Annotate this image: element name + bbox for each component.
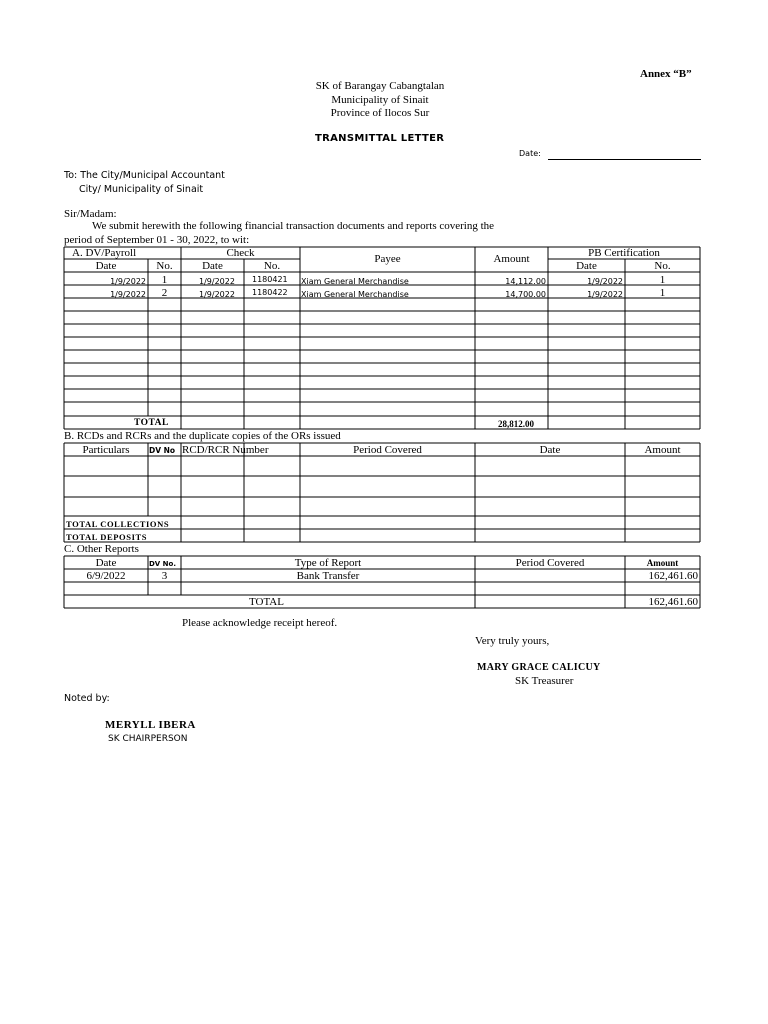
row1-amount: 14,112.00 [505, 277, 546, 286]
section-b-amount-header: Amount [644, 444, 681, 456]
row1-no: 1 [161, 274, 168, 286]
row2-no: 2 [161, 287, 168, 299]
section-b-dv-no-header: DV No [149, 446, 176, 455]
addressee-line-2: City/ Municipality of Sinait [79, 184, 204, 195]
letterhead-line-3: Province of Ilocos Sur [330, 107, 430, 119]
acknowledge-text: Please acknowledge receipt hereof. [182, 617, 338, 629]
intro-line-1: We submit herewith the following financial transaction documents and reports covering the [92, 220, 495, 232]
section-b-date-header: Date [539, 444, 561, 456]
section-a-total-label: TOTAL [134, 418, 169, 428]
particulars-header: Particulars [82, 444, 130, 456]
treasurer-name: MARY GRACE CALICUY [477, 662, 601, 673]
chairperson-title: SK CHAIRPERSON [108, 734, 188, 744]
pb-date-header: Date [576, 260, 597, 272]
row1-check-no: 1180421 [252, 275, 288, 284]
dv-date-header: Date [95, 260, 117, 272]
report-row-date: 6/9/2022 [86, 570, 126, 582]
row1-payee: Xiam General Merchandise [301, 277, 409, 286]
section-c-title: C. Other Reports [64, 543, 139, 555]
row1-date: 1/9/2022 [110, 277, 146, 286]
salutation: Sir/Madam: [64, 208, 117, 220]
section-a-total-amount: 28,812.00 [498, 419, 534, 429]
dv-no-header: No. [156, 260, 173, 272]
report-row-dv-no: 3 [161, 570, 168, 582]
section-c-amount-header: Amount [646, 558, 679, 568]
row2-check-date: 1/9/2022 [199, 290, 235, 299]
type-of-report-header: Type of Report [294, 557, 362, 569]
row2-pb-no: 1 [659, 287, 666, 299]
rcd-rcr-number-header: RCD/RCR Number [182, 444, 269, 456]
addressee-line-1: To: The City/Municipal Accountant [64, 170, 225, 181]
section-c-dv-no-header: DV No. [149, 560, 176, 568]
row1-check-date: 1/9/2022 [199, 277, 235, 286]
check-header: Check [226, 247, 255, 259]
report-row-amount: 162,461.60 [648, 570, 698, 582]
section-a-title: A. DV/Payroll [72, 247, 137, 259]
payee-header: Payee [374, 253, 401, 265]
pb-no-header: No. [654, 260, 671, 272]
section-c-date-header: Date [95, 557, 117, 569]
section-c-total-label: TOTAL [249, 596, 284, 608]
pb-certification-header: PB Certification [588, 247, 660, 259]
row2-pb-date: 1/9/2022 [587, 290, 623, 299]
row2-amount: 14,700.00 [505, 290, 546, 299]
row1-pb-no: 1 [659, 274, 666, 286]
row2-payee: Xiam General Merchandise [301, 290, 409, 299]
chairperson-name: MERYLL IBERA [105, 719, 196, 731]
row2-date: 1/9/2022 [110, 290, 146, 299]
total-deposits-label: TOTAL DEPOSITS [66, 532, 148, 542]
check-no-header: No. [263, 260, 281, 272]
date-field-line [548, 159, 701, 160]
amount-header: Amount [493, 253, 530, 265]
row2-check-no: 1180422 [252, 288, 288, 297]
valediction: Very truly yours, [475, 635, 550, 647]
document-title: TRANSMITTAL LETTER [315, 133, 445, 144]
section-b-period-header: Period Covered [353, 444, 422, 456]
letterhead-line-2: Municipality of Sinait [331, 93, 429, 106]
treasurer-title: SK Treasurer [515, 675, 574, 687]
section-b-title: B. RCDs and RCRs and the duplicate copies of the ORs issued [64, 430, 341, 442]
section-c-total-amount: 162,461.60 [648, 596, 698, 608]
section-c-period-header: Period Covered [515, 557, 585, 569]
row1-pb-date: 1/9/2022 [587, 277, 623, 286]
intro-line-2: period of September 01 - 30, 2022, to wit: [64, 234, 250, 246]
total-collections-label: TOTAL COLLECTIONS [66, 519, 170, 529]
check-date-header: Date [202, 260, 223, 272]
letterhead [270, 80, 490, 121]
date-label: Date: [519, 149, 541, 158]
annex-label: Annex “B” [640, 68, 692, 80]
letterhead-line-1: SK of Barangay Cabangtalan [315, 80, 445, 92]
noted-by-label: Noted by: [64, 693, 110, 704]
report-row-type: Bank Transfer [296, 570, 360, 582]
